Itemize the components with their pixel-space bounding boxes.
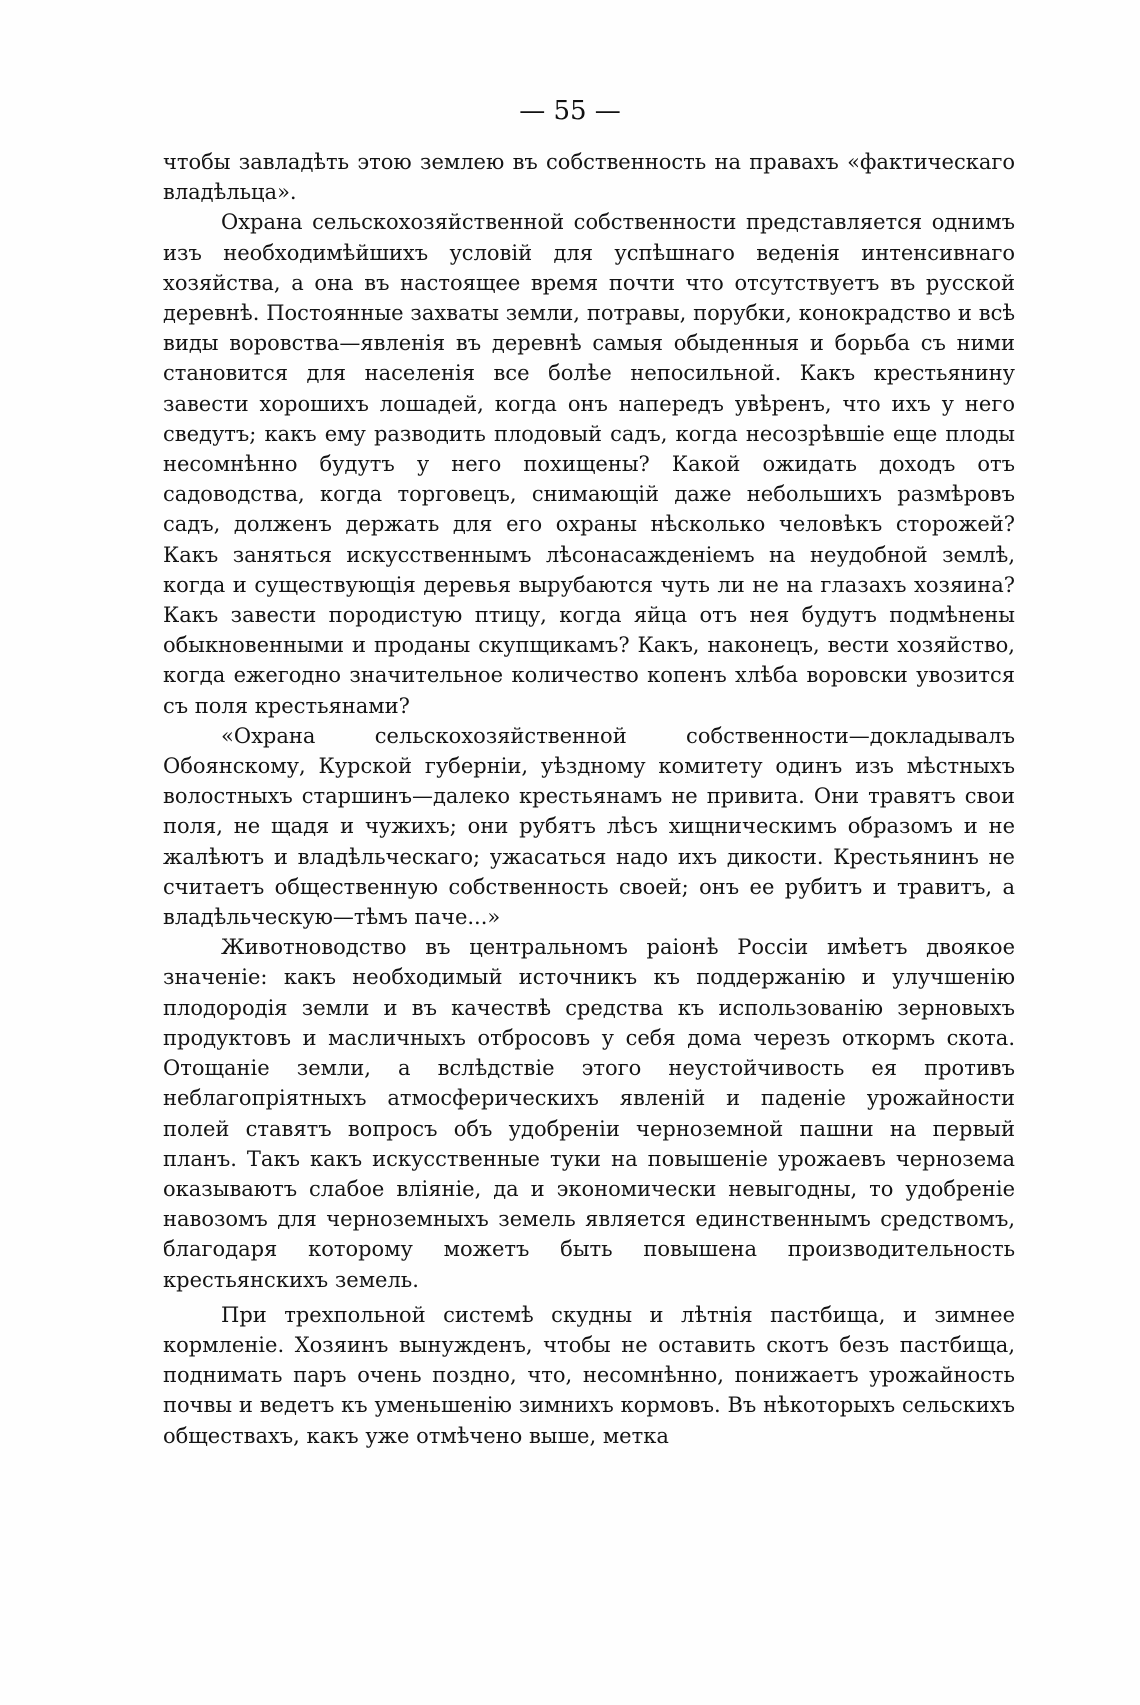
paragraph-three-field-system: При трехпольной системѣ скудны и лѣтнія пастбища, и зимнее кормленіе. Хозяинъ вынужденъ, чтобы не оставить скотъ безъ пастбища, поднимать паръ очень поздно, что, несомнѣнно, понижаетъ урожайность почвы и ведетъ къ уменьшенію зимнихъ кормовъ. Въ нѣкоторыхъ сельскихъ обществахъ, какъ уже отмѣчено выше, метка — [163, 1302, 1015, 1448]
page-number: — 55 — — [519, 96, 621, 126]
paragraph-livestock: Животноводство въ центральномъ раіонѣ Россіи имѣетъ двоякое значеніе: какъ необходимый источникъ къ поддержанію и улучшенію плодородія земли и въ качествѣ средства къ использованію зерновыхъ продуктовъ и масличныхъ отбросовъ у себя дома черезъ откормъ скота. Отощаніе земли, а вслѣдствіе этого неустойчивость ея противъ неблагопріятныхъ атмосферическихъ явленій и паденіе урожайности полей ставятъ вопросъ объ удобреніи черноземной пашни на первый планъ. Такъ какъ искусственные туки на повышеніе урожаевъ чернозема оказываютъ слабое вліяніе, да и экономически невыгодны, то удобреніе навозомъ для черноземныхъ земель является единственнымъ средствомъ, благодаря которому можетъ быть повышена производительность крестьянскихъ земель. — [163, 935, 1015, 1292]
body-text — [163, 147, 1015, 1451]
paragraph-continued: чтобы завладѣть этою землею въ собственность на правахъ «фактическаго владѣльца». — [163, 150, 1015, 205]
paragraph-quote: «Охрана сельскохозяйственной собственности—докладывалъ Обоянскому, Курской губерніи, уѣздному комитету одинъ изъ мѣстныхъ волостныхъ старшинъ—далеко крестьянамъ не привита. Они травятъ свои поля, не щадя и чужихъ; они рубятъ лѣсъ хищническимъ образомъ и не жалѣютъ и владѣльческаго; ужасаться надо ихъ дикости. Крестьянинъ не считаетъ общественную собственность своей; онъ ее рубитъ и травитъ, а владѣльческую—тѣмъ паче...» — [163, 723, 1015, 930]
paragraph-property-protection: Охрана сельскохозяйственной собственности представляется однимъ изъ необходимѣйшихъ условій для успѣшнаго веденія интенсивнаго хозяйства, а она въ настоящее время почти что отсутствуетъ въ русской деревнѣ. Постоянные захваты земли, потравы, порубки, конокрадство и всѣ виды воровства—явленія въ деревнѣ самыя обыденныя и борьба съ ними становится для населенія все болѣе непосильной. Какъ крестьянину завести хорошихъ лошадей, когда онъ напередъ увѣренъ, что ихъ у него сведутъ; какъ ему разводить плодовый садъ, когда несозрѣвшіе еще плоды несомнѣнно будутъ у него похищены? Какой ожидать доходъ отъ садоводства, когда торговецъ, снимающій даже небольшихъ размѣровъ садъ, долженъ держать для его охраны нѣсколько человѣкъ сторожей? Какъ заняться искусственнымъ лѣсонасажденіемъ на неудобной землѣ, когда и существующія деревья вырубаются чуть ли не на глазахъ хозяина? Какъ завести породистую птицу, когда яйца отъ нея будутъ подмѣнены обыкновенными и проданы скупщикамъ? Какъ, наконецъ, вести хозяйство, когда ежегодно значительное количество копенъ хлѣба воровски увозится съ поля крестьянами? — [163, 210, 1015, 718]
